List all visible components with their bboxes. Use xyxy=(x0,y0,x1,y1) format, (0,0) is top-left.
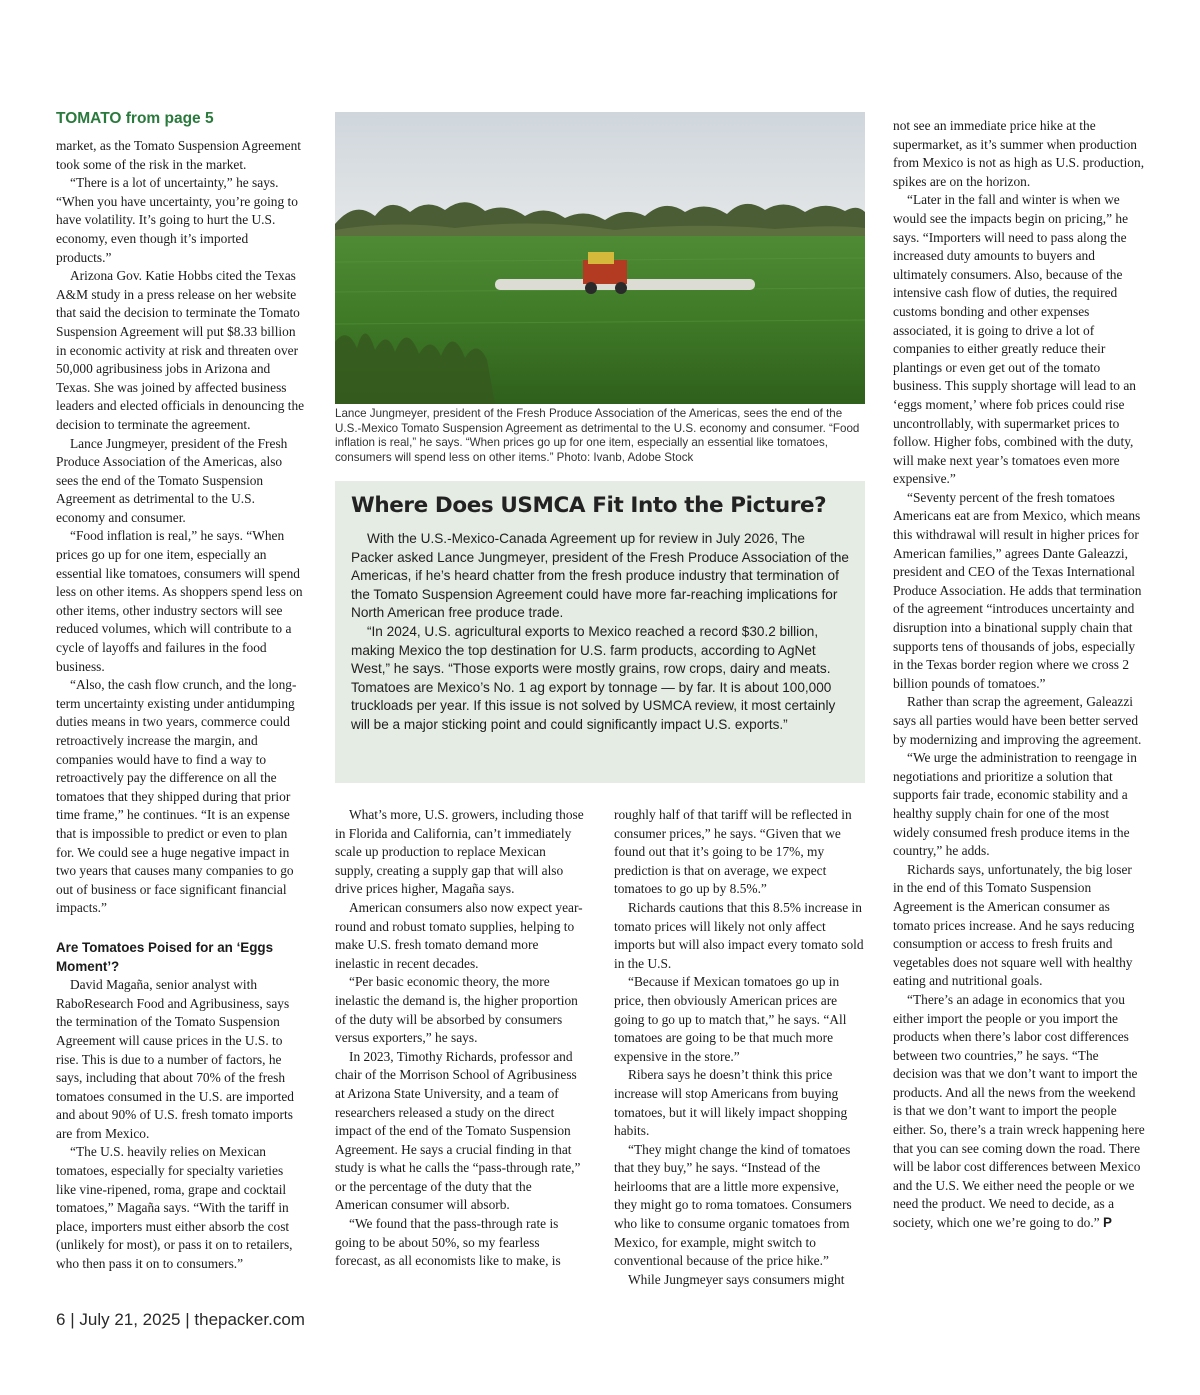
paragraph: “The U.S. heavily relies on Mexican tomatoes, especially for specialty varieties like vine-ripened, roma, grape and cocktail tomatoes,” Magaña says. “With the tariff in place, importers must either absorb the cost (unlikely for most), or pass it on to retailers, who then pass it on to consumers.” xyxy=(56,1144,293,1272)
section-subhead: Are Tomatoes Poised for an ‘Eggs Moment’? xyxy=(56,939,274,974)
paragraph: Richards cautions that this 8.5% increase in tomato prices will likely not only affect imports but will also impact every tomato sold in the U.S. xyxy=(614,899,864,971)
footer-separator: | xyxy=(185,1310,190,1329)
paragraph: “They might change the kind of tomatoes that they buy,” he says. “Instead of the heirlooms that are a little more expensive, they might go to roma tomatoes. Consumers who like to consume organic tomatoes from Mexico, for example, might switch to conventional because of the price hike.” xyxy=(614,1141,852,1269)
paragraph: In 2023, Timothy Richards, professor and chair of the Morrison School of Agribusiness at Arizona State University, and a team of researchers released a study on the direct impact of the end of the Tomato Suspension Agreement. He says a crucial finding in that study is what he calls the “pass-through rate,” or the percentage of the duty that the American consumer will absorb. xyxy=(335,1048,581,1213)
article-column-1 xyxy=(56,137,306,1274)
paragraph: “Also, the cash flow crunch, and the long-term uncertainty existing under antidumping duties means in two years, commerce could retroactively increase the margin, and companies would have to find a way to retroactively pay the difference on all the tomatoes that they shipped during that prior time frame,” he continues. “It is an expense that is impossible to predict or even to plan for. We could see a huge negative impact in two years that causes many companies to go out of business or face significant financial impacts.” xyxy=(56,677,297,916)
sidebar-paragraph: With the U.S.-Mexico-Canada Agreement up for review in July 2026, The Packer asked Lance Jungmeyer, president of the Fresh Produce Association of the Americas, if he’s heard chatter from the fresh produce industry that termination of the Tomato Suspension Agreement could have more far-reaching implications for North American free produce trade. xyxy=(351,531,849,621)
end-mark: P xyxy=(1103,1215,1112,1231)
usmca-sidebar xyxy=(335,481,865,783)
footer-separator: | xyxy=(70,1310,75,1329)
site-url: thepacker.com xyxy=(194,1310,305,1329)
paragraph: “Per basic economic theory, the more inelastic the demand is, the higher proportion of the duty will be absorbed by consumers versus exporters,” he says. xyxy=(335,974,578,1046)
field-sprayer-photo xyxy=(335,112,865,404)
article-column-5 xyxy=(893,117,1145,1233)
issue-date: July 21, 2025 xyxy=(79,1310,181,1329)
paragraph-text: “There’s an adage in economics that you either import the people or you import the products when there’s labor cost differences between two countries,” he says. “The decision was that we don’t want to import the products. And all the news from the weekend is that we don’t want to import the people either. So, there’s a train wreck happening here that you can see coming down the road. There will be labor cost differences between Mexico and the U.S. We either need the people or we need the product. We need to decide, as a society, which one we’re going to do.” xyxy=(893,991,1145,1231)
paragraph: David Magaña, senior analyst with RaboResearch Food and Agribusiness, says the termination of the Tomato Suspension Agreement will cause prices in the U.S. to rise. This is due to a number of factors, he says, including that about 70% of the fresh tomatoes consumed in the U.S. are imported and about 90% of U.S. fresh tomato imports are from Mexico. xyxy=(56,977,295,1141)
paragraph: “We found that the pass-through rate is going to be about 50%, so my fearless forecast, as all economists like to make, is xyxy=(335,1216,561,1269)
page-number: 6 xyxy=(56,1310,66,1329)
article-column-4 xyxy=(614,806,864,1289)
paragraph: “There is a lot of uncertainty,” he says. “When you have uncertainty, you’re going to have volatility. It’s going to hurt the U.S. economy, even though it’s imported products.” xyxy=(56,175,298,265)
jump-head: TOMATO from page 5 xyxy=(56,110,214,127)
paragraph: not see an immediate price hike at the supermarket, as it’s summer when production from Mexico is not as high as U.S. production, spikes are on the horizon. xyxy=(893,118,1145,189)
paragraph: Arizona Gov. Katie Hobbs cited the Texas A&M study in a press release on her website that said the decision to terminate the Tomato Suspension Agreement will put $8.33 billion in economic activity at risk and threaten over 50,000 agribusiness jobs in Arizona and Texas. She was joined by affected business leaders and elected officials in denouncing the decision to terminate the agreement. xyxy=(56,268,305,432)
paragraph: “Later in the fall and winter is when we would see the impacts begin on pricing,” he says. “Importers will need to pass along the increased duty amounts to buyers and ultimately consumers. Also, because of the intensive cash flow of duties, the required customs bonding and other expenses associated, it is going to drive a lot of companies to either greatly reduce their plantings or even get out of the tomato business. This supply shortage will lead to an ‘eggs moment,’ where fob prices could rise uncontrollably, with supermarket prices to follow. Higher fobs, combined with the duty, will make next year’s tomatoes even more expensive.” xyxy=(893,192,1136,487)
paragraph: “Food inflation is real,” he says. “When prices go up for one item, especially an essential like tomatoes, consumers will spend less on other items. As shoppers spend less on other items, other industry sectors will see reduced volumes, which will contribute to a cycle of layoffs and failures in the food business. xyxy=(56,528,303,674)
photo-caption: Lance Jungmeyer, president of the Fresh Produce Association of the Americas, sees the end of the U.S.-Mexico Tomato Suspension Agreement as detrimental to the U.S. economy and consumer. “Food inflation is real,” he says. “When prices go up for one item, especially an essential like tomatoes, consumers will spend less on other items.” Photo: Ivanb, Adobe Stock xyxy=(335,407,860,464)
paragraph: While Jungmeyer says consumers might xyxy=(628,1271,845,1287)
sidebar-paragraph: “In 2024, U.S. agricultural exports to Mexico reached a record $30.2 billion, making Mexico the top destination for U.S. farm products, according to AgNet West,” he says. “Those exports were mostly grains, row crops, dairy and meats. Tomatoes are Mexico’s No. 1 ag export by tonnage — by far. It is about 100,000 truckloads per year. If this issue is not solved by USMCA review, it most certainly will be a major sticking point and could significantly impact U.S. exports.” xyxy=(351,623,836,732)
paragraph: roughly half of that tariff will be reflected in consumer prices,” he says. “Given that we found out that it’s going to be 17%, my prediction is that on average, we expect tomatoes to go up by 8.5%.” xyxy=(614,807,852,897)
paragraph: Richards says, unfortunately, the big loser in the end of this Tomato Suspension Agreement is the American consumer as tomato prices increase. And he says reducing consumption or access to fresh fruits and vegetables does not square well with healthy eating and nutritional goals. xyxy=(893,861,1135,989)
article-column-3 xyxy=(335,806,585,1271)
paragraph: American consumers also now expect year-round and robust tomato supplies, helping to make U.S. fresh tomato demand more inelastic in recent decades. xyxy=(335,899,583,971)
paragraph: “Because if Mexican tomatoes go up in price, then obviously American prices are going to go up to match that,” he says. “All tomatoes are going to be that much more expensive in the store.” xyxy=(614,974,847,1064)
paragraph: What’s more, U.S. growers, including those in Florida and California, can’t immediately scale up production to replace Mexican supply, creating a supply gap that will also drive prices higher, Magaña says. xyxy=(335,807,584,897)
page-footer xyxy=(56,1310,305,1330)
paragraph: Lance Jungmeyer, president of the Fresh Produce Association of the Americas, also sees the end of the Tomato Suspension Agreement as detrimental to the U.S. economy and consumer. xyxy=(56,435,288,525)
paragraph: Rather than scrap the agreement, Galeazzi says all parties would have been better served by modernizing and improving the agreement. xyxy=(893,694,1142,747)
paragraph: “We urge the administration to reengage in negotiations and prioritize a solution that supports fair trade, economic stability and a healthy supply chain for one of the most widely consumed fresh produce items in the country,” he adds. xyxy=(893,750,1137,859)
paragraph: “Seventy percent of the fresh tomatoes Americans eat are from Mexico, which means this withdrawal will result in higher prices for American families,” agrees Dante Galeazzi, president and CEO of the Texas International Produce Association. He adds that termination of the agreement “introduces uncertainty and disruption into a binational supply chain that supports tens of thousands of jobs, especially in the Texas border region where we cross 2 billion pounds of tomatoes.” xyxy=(893,489,1142,691)
paragraph: Ribera says he doesn’t think this price increase will stop Americans from buying tomatoes, but it will likely impact shopping habits. xyxy=(614,1067,848,1139)
sidebar-title: Where Does USMCA Fit Into the Picture? xyxy=(351,493,827,518)
paragraph: market, as the Tomato Suspension Agreement took some of the risk in the market. xyxy=(56,138,302,172)
paragraph xyxy=(893,991,1145,1233)
